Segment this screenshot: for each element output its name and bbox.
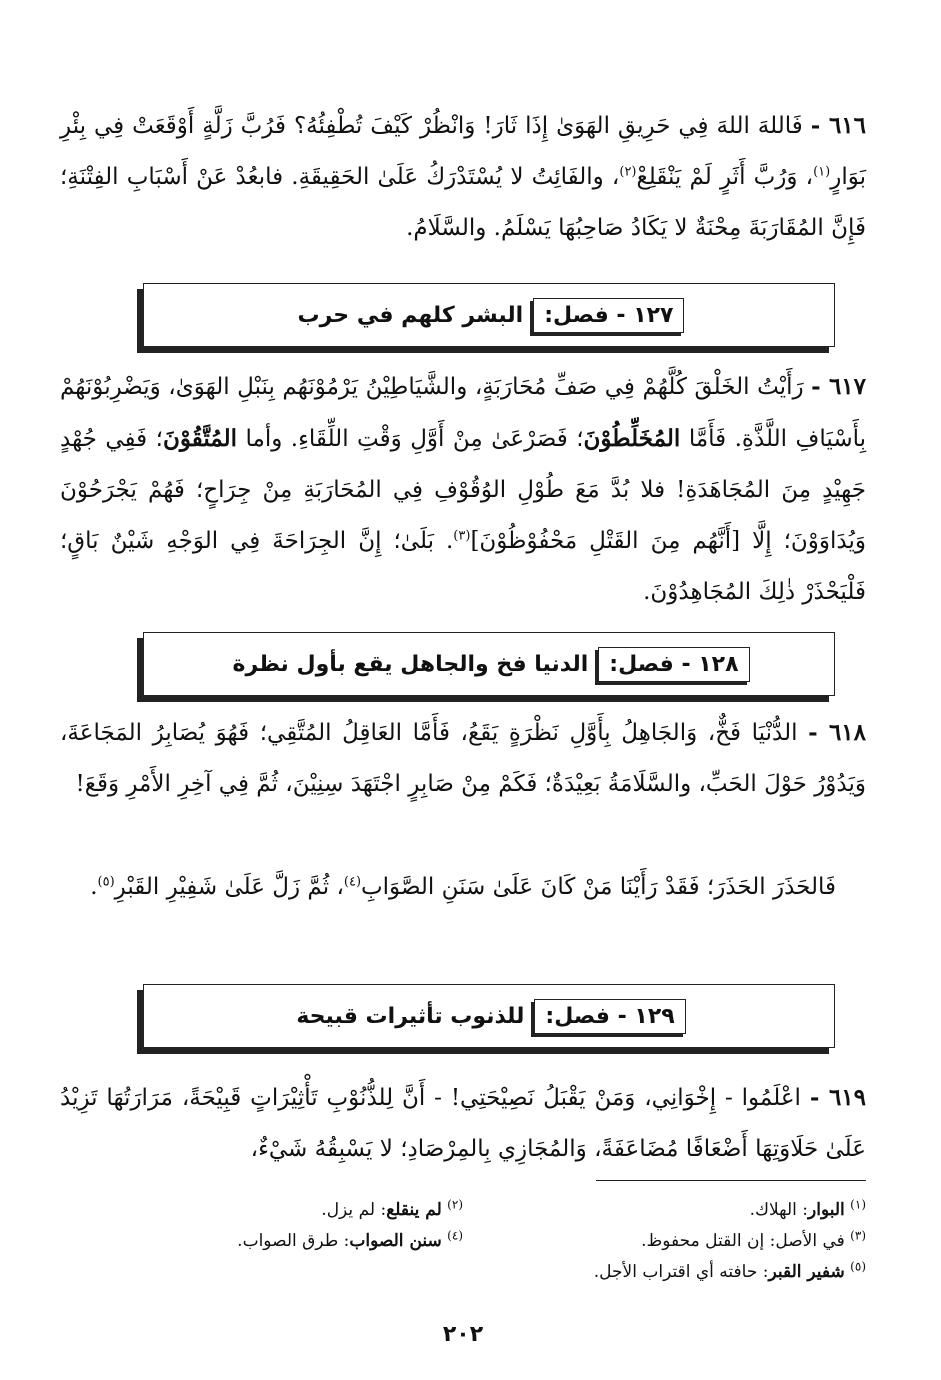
footnote-term: سنن الصواب [349, 1231, 442, 1251]
footnote-row [60, 1195, 866, 1226]
footnote-mark: (٥) [850, 1259, 866, 1274]
footnote-term: البوار [808, 1200, 845, 1220]
footnote-definition: : طرق الصواب. [237, 1231, 350, 1251]
page-number: ٢٠٢ [442, 1322, 484, 1347]
section-tag: ١٢٨ - فصل: [598, 647, 749, 682]
footnote-2 [60, 1195, 463, 1226]
section-heading-127 [143, 283, 835, 347]
paragraph-text: اعْلَمُوا - إِخْوَانِي، وَمَنْ يَقْبَلُ نَصِيْحَتِي! - أَنَّ لِلذُّنُوْبِ تَأْثِيْرَاتٍ قَبِيْحَةً، مَرَارَتُهَا تَزِيْدُ عَلَىٰ حَلَاوَتِهَا أَضْعَافًا مُضَاعَفَةً، وَالمُجَازِي بِالمِرْصَادِ؛ لا يَسْبِقُهُ شَيْءٌ، [60, 1085, 866, 1162]
footnote-definition: في الأصل: إن القتل محفوظ. [641, 1231, 845, 1251]
paragraph-number: ٦١٨ - [808, 719, 866, 746]
paragraph-617 [60, 361, 866, 618]
book-page [60, 0, 866, 1380]
footnote-ref[interactable]: (١) [813, 164, 831, 180]
paragraph-618-continued [60, 862, 866, 913]
footnote-4 [60, 1226, 463, 1257]
footnotes [60, 1195, 866, 1288]
footnote-mark: (٣) [850, 1228, 866, 1243]
footnote-definition: : لم يزل. [321, 1200, 387, 1220]
footnote-mark: (٢) [447, 1197, 463, 1212]
paragraph-text: فَالحَذَرَ الحَذَرَ؛ فَقَدْ رَأَيْنَا مَنْ كَانَ عَلَىٰ سَنَنِ الصَّوَابِ [361, 874, 836, 900]
footnote-mark: (١) [850, 1197, 866, 1212]
bold-term: المُخَلِّطُوْنَ [583, 425, 681, 452]
paragraph-text: ، ثُمَّ زَلَّ عَلَىٰ شَفِيْرِ القَبْرِ [114, 874, 344, 900]
footnote-definition: : حافته أي اقتراب الأجل. [593, 1262, 769, 1282]
paragraph-619 [60, 1072, 866, 1175]
paragraph-number: ٦١٩ - [809, 1084, 866, 1111]
paragraph-618 [60, 707, 866, 810]
paragraph-text: الدُّنْيَا فَخٌّ، وَالجَاهِلُ بِأَوَّلِ نَظْرَةٍ يَقَعُ، فَأَمَّا العَاقِلُ المُتَّقِي؛ فَهُوَ يُصَابِرُ المَجَاعَةَ، وَيَدُوْرُ حَوْلَ الحَبِّ، والسَّلَامَةُ بَعِيْدَةٌ؛ فَكَمْ مِنْ صَابِرٍ اجْتَهَدَ سِنِيْنَ، ثُمَّ فِي آخِرِ الأَمْرِ وَقَعَ! [60, 720, 866, 797]
paragraph-text: ، والفَائِتُ لا يُسْتَدْرَكُ عَلَىٰ الحَقِيقَةِ. فابعُدْ عَنْ أَسْبَابِ الفِتْنَةِ؛ فَإِنَّ المُقَارَبَةَ مِحْنَةٌ لا يَكَادُ صَاحِبُهَا يَسْلَمُ. والسَّلَامُ. [60, 164, 866, 241]
footnote-separator [596, 1180, 866, 1181]
paragraph-text: رَأَيْتُ الخَلْقَ كُلَّهُمْ فِي صَفِّ مُحَارَبَةٍ، والشَّيَاطِيْنُ يَرْمُوْنَهُم بِنَبْلِ الهَوَىٰ، وَيَضْرِبُوْنَهُمْ بِأَسْيَافِ اللَّذَّةِ. فَأَمَّا [60, 374, 867, 452]
paragraph-text: ؛ فَصَرْعَىٰ مِنْ أَوَّلِ وَقْتِ اللِّقَاءِ. وأما [245, 426, 584, 452]
paragraph-616 [60, 100, 866, 254]
footnote-mark: (٤) [447, 1228, 463, 1243]
footnote-row [60, 1226, 866, 1257]
section-tag: ١٢٧ - فصل: [533, 298, 684, 333]
section-title: البشر كلهم في حرب [297, 302, 524, 328]
footnote-row [60, 1257, 866, 1288]
paragraph-text: . بَلَىٰ؛ إِنَّ الجِرَاحَةَ فِي الوَجْهِ شَيْنٌ بَاقٍ؛ فَلْيَحْذَرْ ذٰلِكَ المُجَاهِدُوْنَ. [60, 528, 866, 605]
section-title: الدنيا فخ والجاهل يقع بأول نظرة [232, 651, 589, 677]
paragraph-text: . [90, 874, 98, 900]
paragraph-text: ، وَرُبَّ أَثَرٍ لَمْ يَنْقَلِعْ [636, 164, 814, 190]
section-heading-129 [143, 984, 835, 1048]
footnote-term: شفير القبر [768, 1262, 845, 1282]
paragraph-text: فَاللهَ اللهَ فِي حَرِيقِ الهَوَىٰ إِذَا ثَارَ! وَانْظُرْ كَيْفَ تُطْفِئُهُ؟ فَرُبَّ زَلَّةٍ أَوْقَعَتْ فِي بِئْرِ بَوَارٍ [60, 113, 866, 190]
paragraph-number: ٦١٦ - [810, 112, 866, 139]
footnote-ref[interactable]: (٢) [619, 164, 637, 180]
footnote-definition: : الهلاك. [749, 1200, 809, 1220]
paragraph-text: ؛ فَفِي جُهْدٍ جَهِيْدٍ مِنَ المُجَاهَدَةِ! فلا بُدَّ مَعَ طُوْلِ الوُقُوْفِ فِي المُحَارَبَةِ مِنْ جِرَاحٍ؛ فَهُمْ يَجْرَحُوْنَ وَيُدَاوَوْنَ؛ إِلَّا [أَنَّهُم مِنَ القَتْلِ مَحْفُوْظُوْنَ] [60, 426, 866, 554]
footnote-ref[interactable]: (٤) [343, 874, 362, 890]
footnote-1 [463, 1195, 866, 1226]
section-tag: ١٢٩ - فصل: [534, 999, 685, 1034]
paragraph-number: ٦١٧ - [811, 373, 867, 400]
footnote-ref[interactable]: (٣) [453, 528, 471, 544]
footnote-3 [463, 1226, 866, 1257]
bold-term: المُتَّقُوْنَ [162, 425, 238, 452]
section-heading-128 [143, 632, 835, 696]
section-title: للذنوب تأثيرات قبيحة [296, 1003, 525, 1029]
footnote-ref[interactable]: (٥) [97, 874, 115, 890]
footnote-5 [60, 1257, 866, 1288]
footnote-term: لم ينقلع [386, 1200, 442, 1220]
